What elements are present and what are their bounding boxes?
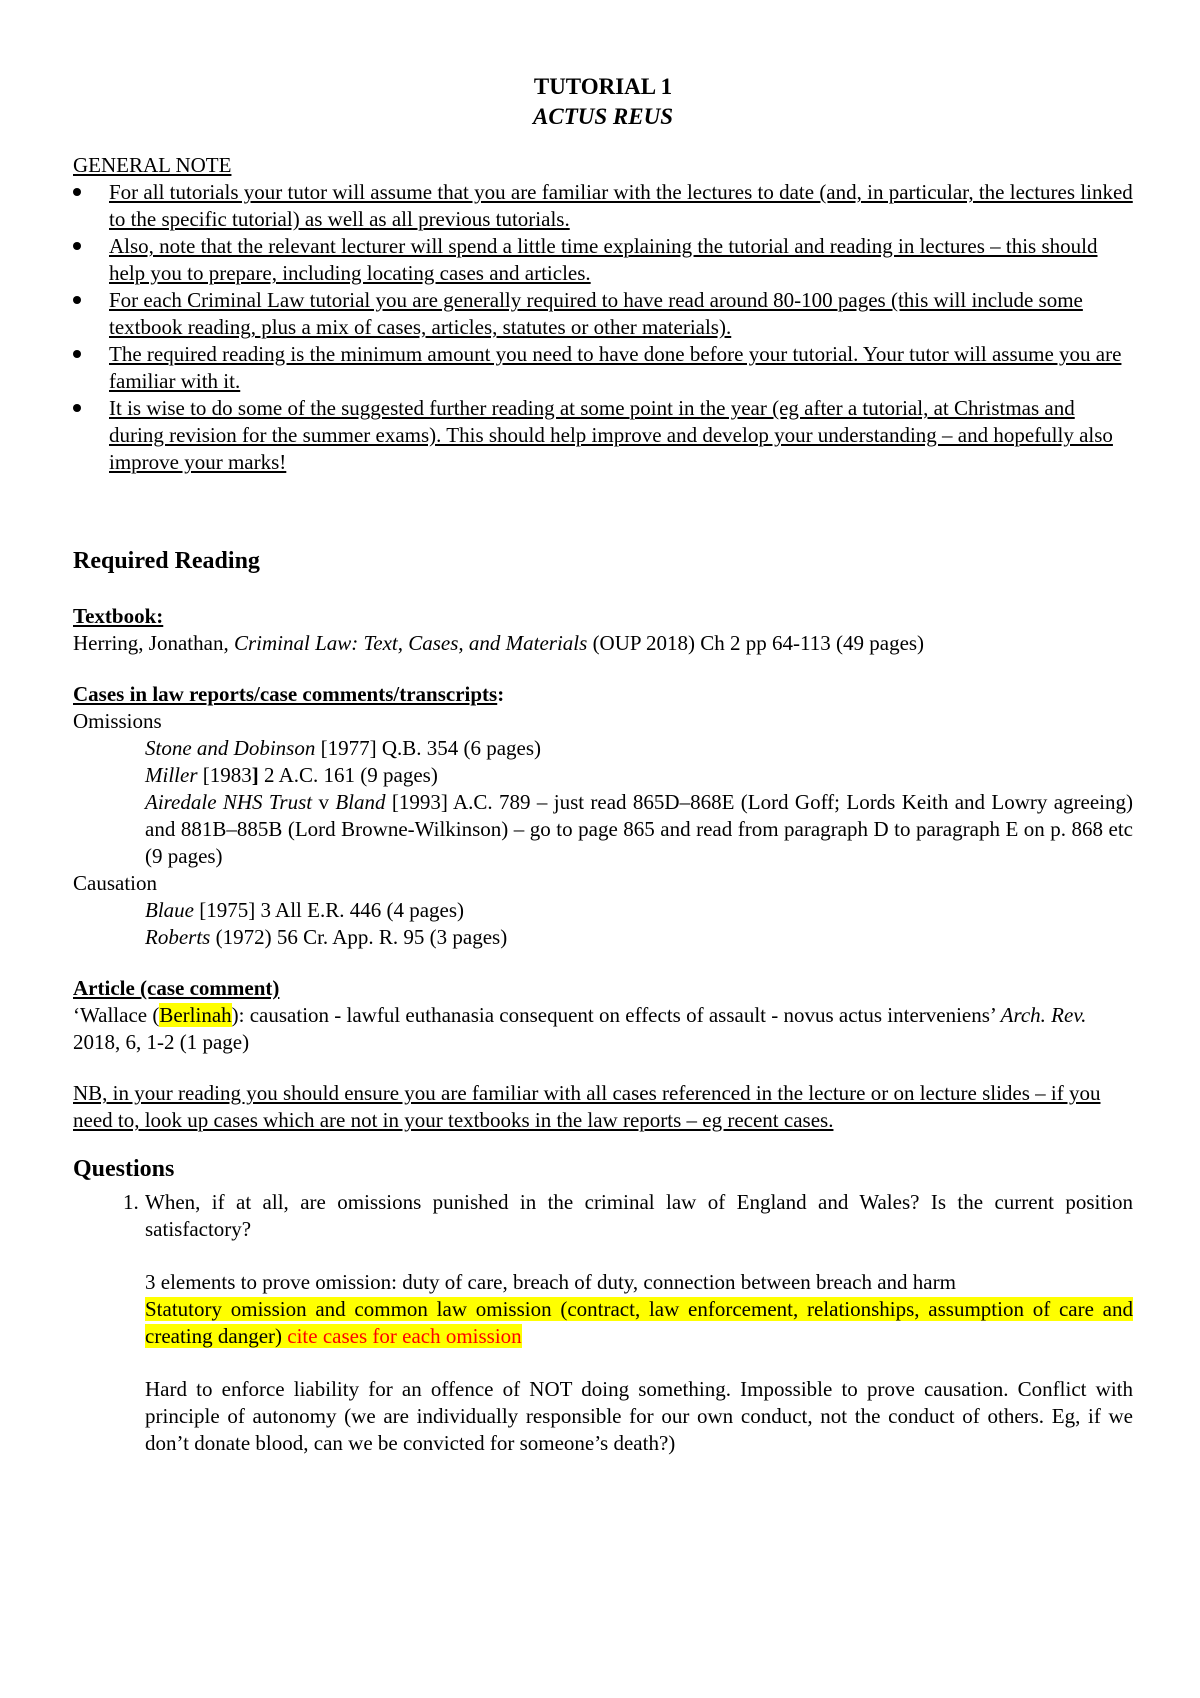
bullet-icon bbox=[73, 404, 81, 412]
article-heading: Article (case comment) bbox=[73, 976, 280, 1000]
bullet-icon bbox=[73, 188, 81, 196]
question-text: When, if at all, are omissions punished in the criminal law of England and Wales? Is the current position satisfactory? bbox=[145, 1190, 1133, 1241]
general-note-list bbox=[73, 179, 1133, 476]
case-entry: Airedale NHS Trust v Bland [1993] A.C. 789 – just read 865D–868E (Lord Goff; Lords Keith and Lowry agreeing) and 881B–885B (Lord Browne-Wilkinson) – go to page 865 and read from paragraph D to paragraph E on p. 868 etc (9 pages) bbox=[145, 790, 1133, 868]
bullet-icon bbox=[73, 350, 81, 358]
general-note-item: For all tutorials your tutor will assume that you are familiar with the lectures to date (and, in particular, the lectures linked to the specific tutorial) as well as all previous tutorials. bbox=[73, 179, 1133, 233]
causation-label: Causation bbox=[73, 871, 157, 895]
textbook-reference: Herring, Jonathan, Criminal Law: Text, Cases, and Materials (OUP 2018) Ch 2 pp 64-113 (49 pages) bbox=[73, 631, 925, 655]
highlighted-text: Berlinah bbox=[159, 1003, 232, 1027]
general-note-heading: GENERAL NOTE bbox=[73, 153, 232, 177]
general-note-item: The required reading is the minimum amount you need to have done before your tutorial. Your tutor will assume you are familiar with it. bbox=[73, 341, 1133, 395]
document-page bbox=[73, 72, 1133, 1457]
case-entry: Roberts (1972) 56 Cr. App. R. 95 (3 pages) bbox=[145, 925, 508, 949]
article-reference: ‘Wallace (Berlinah): causation - lawful euthanasia consequent on effects of assault - novus actus interveniens’ Arch. Rev. 2018, 6, 1-2 (1 page) bbox=[73, 1003, 1087, 1054]
cases-heading: Cases in law reports/case comments/transcripts: bbox=[73, 682, 505, 706]
answer-note: Hard to enforce liability for an offence of NOT doing something. Impossible to prove causation. Conflict with principle of autonomy (we are individually responsible for our own conduct, not the conduct of others. Eg, if we don’t donate blood, can we be convicted for someone’s death?) bbox=[145, 1377, 1133, 1455]
answer-note: 3 elements to prove omission: duty of care, breach of duty, connection between breach and harm bbox=[145, 1270, 956, 1294]
bullet-icon bbox=[73, 296, 81, 304]
bullet-icon bbox=[73, 242, 81, 250]
questions-heading: Questions bbox=[73, 1156, 175, 1182]
cases-section bbox=[73, 681, 1133, 951]
required-reading-heading: Required Reading bbox=[73, 548, 260, 574]
answer-note-highlighted: Statutory omission and common law omission (contract, law enforcement, relationships, assumption of care and creating danger) cite cases for each omission bbox=[145, 1297, 1133, 1348]
article-section bbox=[73, 975, 1133, 1056]
nb-note: NB, in your reading you should ensure you are familiar with all cases referenced in the lecture or on lecture slides – if you need to, look up cases which are not in your textbooks in the law reports – eg recent cases. bbox=[73, 1081, 1101, 1132]
question-item bbox=[73, 1189, 1133, 1457]
omissions-label: Omissions bbox=[73, 709, 162, 733]
general-note-item: It is wise to do some of the suggested further reading at some point in the year (eg after a tutorial, at Christmas and during revision for the summer exams). This should help improve and develop your understanding – and hopefully also improve your marks! bbox=[73, 395, 1133, 476]
question-number: 1. bbox=[123, 1190, 139, 1214]
doc-subtitle: ACTUS REUS bbox=[533, 104, 673, 129]
case-entry: Stone and Dobinson [1977] Q.B. 354 (6 pages) bbox=[145, 736, 542, 760]
textbook-section bbox=[73, 603, 1133, 657]
general-note-item: Also, note that the relevant lecturer will spend a little time explaining the tutorial and reading in lectures – this should help you to prepare, including locating cases and articles. bbox=[73, 233, 1133, 287]
general-note-item: For each Criminal Law tutorial you are generally required to have read around 80-100 pages (this will include some textbook reading, plus a mix of cases, articles, statutes or other materials). bbox=[73, 287, 1133, 341]
case-entry: Miller [1983] 2 A.C. 161 (9 pages) bbox=[145, 763, 438, 787]
case-entry: Blaue [1975] 3 All E.R. 446 (4 pages) bbox=[145, 898, 465, 922]
questions-list bbox=[73, 1189, 1133, 1457]
textbook-heading: Textbook: bbox=[73, 604, 164, 628]
doc-title: TUTORIAL 1 bbox=[533, 74, 673, 99]
